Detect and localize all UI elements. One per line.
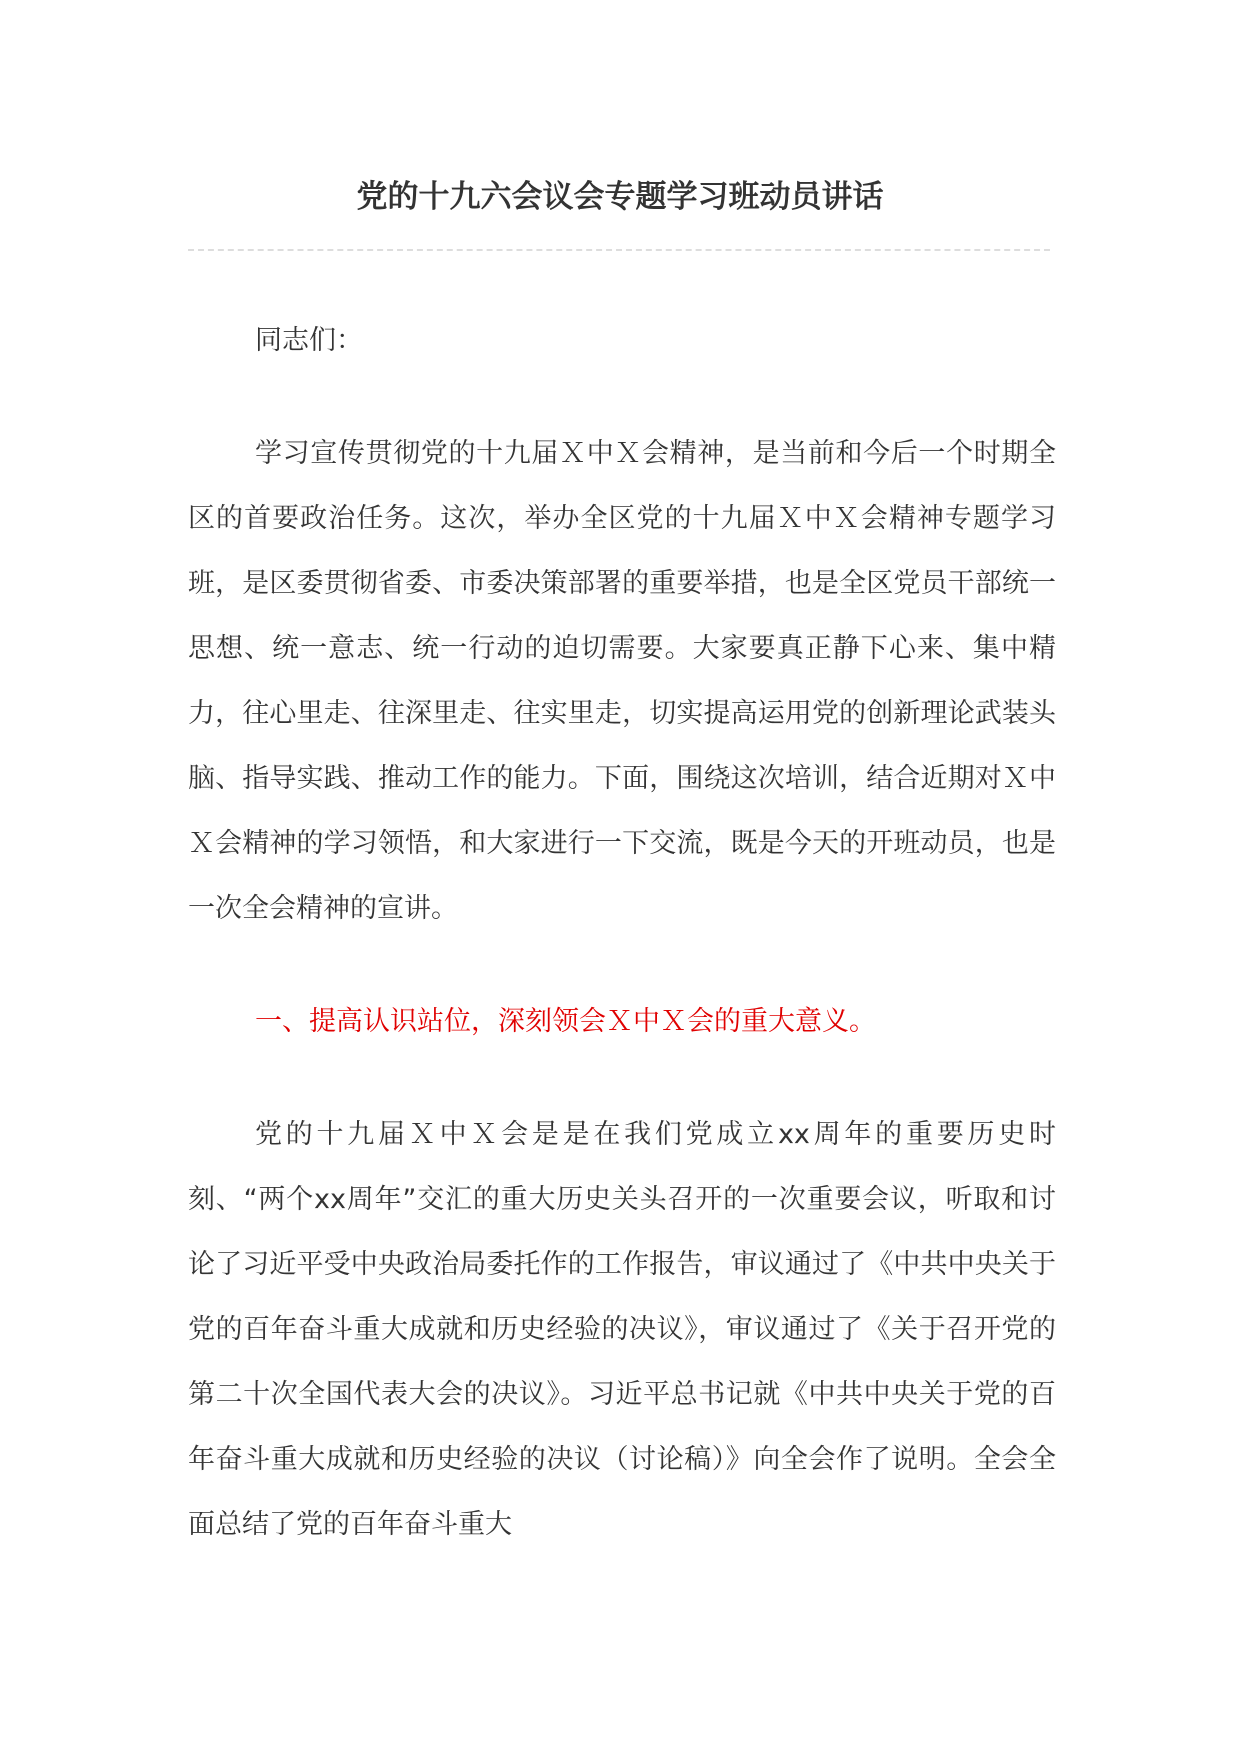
salutation: 同志们：: [255, 325, 363, 356]
document-title: 党的十九六会议会专题学习班动员讲话: [356, 179, 884, 215]
title-divider: [188, 249, 1050, 251]
section-heading-1: 一、提高认识站位，深刻领会Ｘ中Ｘ会的重大意义。: [255, 1006, 876, 1037]
body-paragraph-1: 学习宣传贯彻党的十九届Ｘ中Ｘ会精神，是当前和今后一个时期全区的首要政治任务。这次，举办全区党的十九届Ｘ中Ｘ会精神专题学习班，是区委贯彻省委、市委决策部署的重要举措，也是全区党员干部统一思想、统一意志、统一行动的迫切需要。大家要真正静下心来、集中精力，往心里走、往深里走、往实里走，切实提高运用党的创新理论武装头脑、指导实践、推动工作的能力。下面，围绕这次培训，结合近期对Ｘ中Ｘ会精神的学习领悟，和大家进行一下交流，既是今天的开班动员，也是一次全会精神的宣讲。: [188, 438, 1056, 924]
document-body: [188, 308, 1056, 1557]
body-paragraph-2: 党的十九届Ｘ中Ｘ会是是在我们党成立xx周年的重要历史时刻、“两个xx周年”交汇的重大历史关头召开的一次重要会议，听取和讨论了习近平受中央政治局委托作的工作报告，审议通过了《中共中央关于党的百年奋斗重大成就和历史经验的决议》，审议通过了《关于召开党的第二十次全国代表大会的决议》。习近平总书记就《中共中央关于党的百年奋斗重大成就和历史经验的决议（讨论稿）》向全会作了说明。全会全面总结了党的百年奋斗重大: [188, 1119, 1056, 1540]
